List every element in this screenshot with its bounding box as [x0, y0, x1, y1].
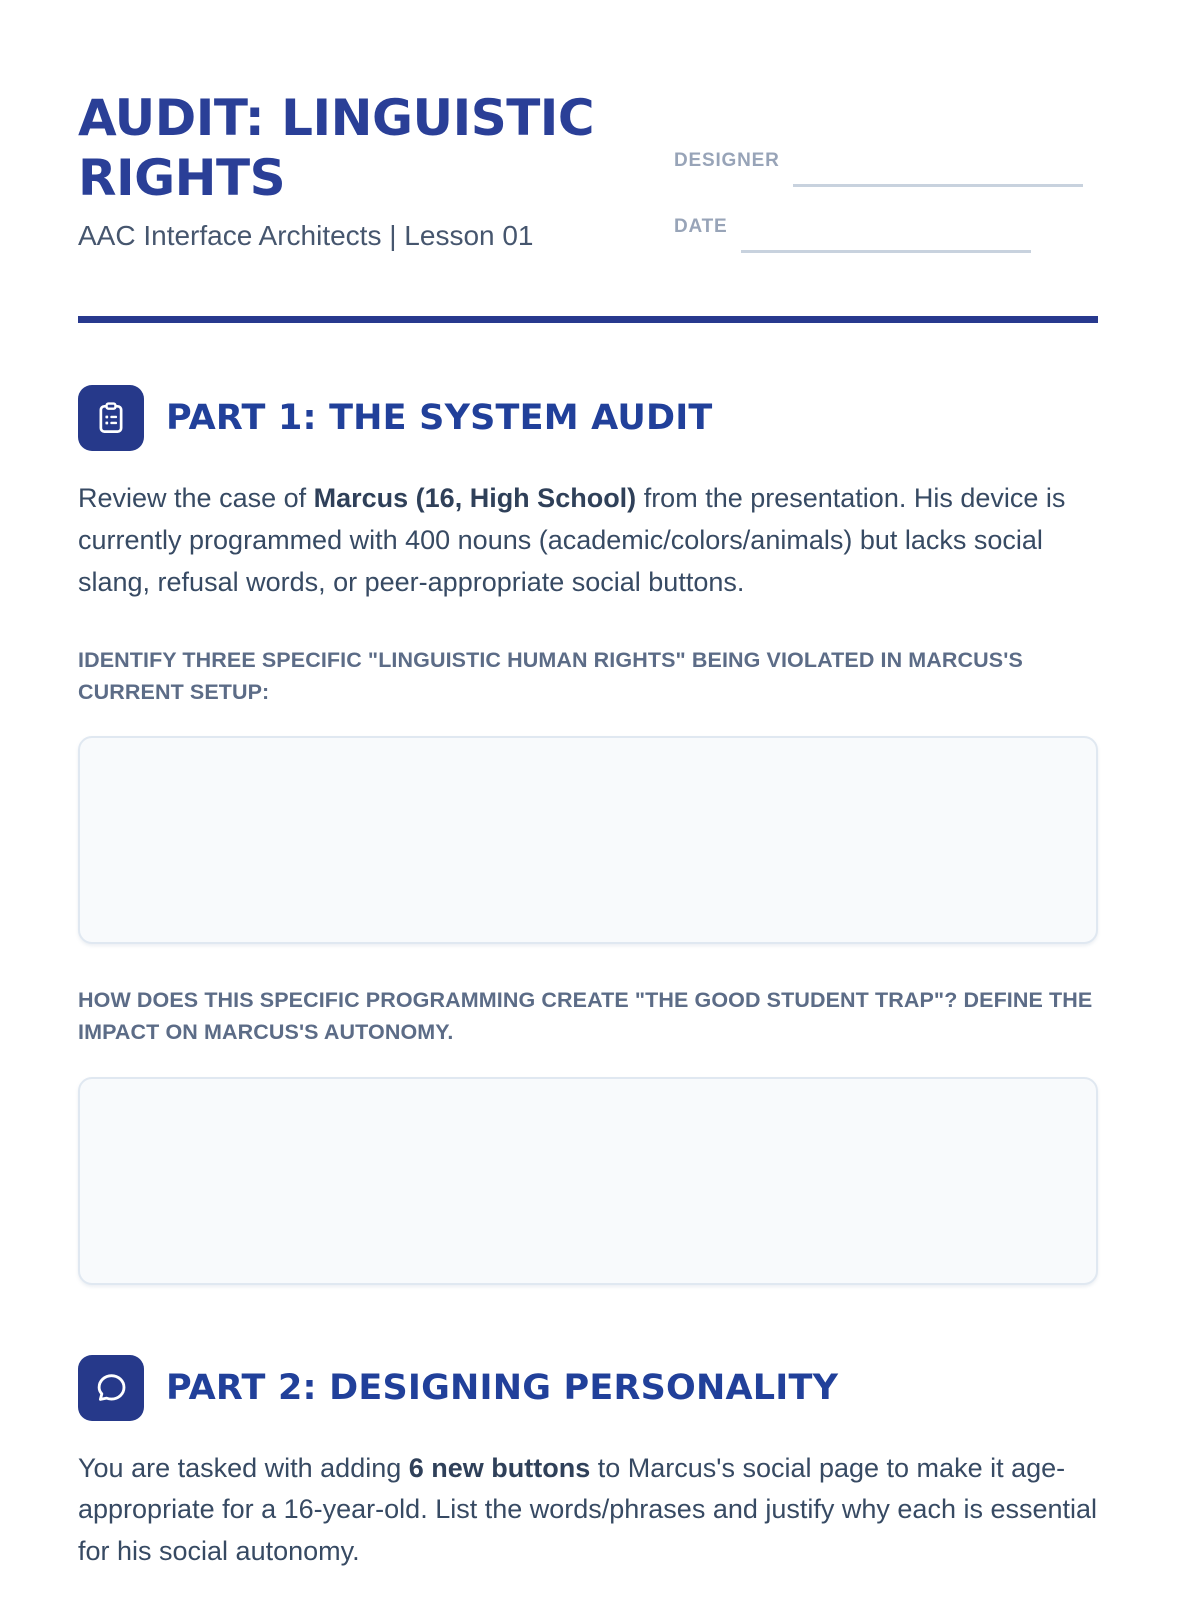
designer-field-row	[674, 150, 1098, 187]
part1-title: PART 1: THE SYSTEM AUDIT	[166, 398, 713, 438]
designer-write-line[interactable]	[793, 184, 1083, 187]
part2-intro-bold: 6 new buttons	[408, 1452, 591, 1483]
part2-intro-post: to Marcus's social page to make it age-appropriate for a 16-year-old. List the words/phrases and justify why each is essential for his social autonomy.	[78, 1452, 1098, 1567]
date-label: DATE	[674, 216, 728, 237]
designer-label: DESIGNER	[674, 150, 780, 171]
header-divider	[78, 316, 1098, 323]
part2-icon-box	[78, 1355, 144, 1421]
part2-intro-pre: You are tasked with adding	[78, 1452, 409, 1483]
page-subtitle: AAC Interface Architects | Lesson 01	[78, 220, 534, 251]
chat-bubble-icon	[92, 1369, 130, 1407]
part1-icon-box	[78, 385, 144, 451]
part1-question-1: IDENTIFY THREE SPECIFIC "LINGUISTIC HUMAN RIGHTS" BEING VIOLATED IN MARCUS'S CURRENT SETUP:	[78, 647, 1023, 704]
header	[78, 88, 1098, 282]
header-fields	[674, 88, 1098, 282]
page-title	[78, 88, 670, 208]
part1-intro-bold: Marcus (16, High School)	[313, 483, 637, 513]
date-field-row	[674, 216, 1098, 253]
answer-box-1[interactable]	[78, 736, 1098, 944]
title-block	[78, 88, 670, 282]
part1-intro	[78, 478, 1098, 604]
date-write-line[interactable]	[741, 250, 1031, 253]
clipboard-icon	[92, 399, 130, 437]
part1-header	[78, 385, 1098, 451]
page-title-line1: AUDIT: LINGUISTIC	[78, 89, 595, 147]
part2-header	[78, 1355, 1098, 1421]
answer-box-2[interactable]	[78, 1077, 1098, 1285]
part1-intro-post: from the presentation. His device is currently programmed with 400 nouns (academic/colors/animals) but lacks social slang, refusal words, or peer-appropriate social buttons.	[78, 483, 1066, 597]
part2-intro	[78, 1448, 1098, 1574]
part2-title: PART 2: DESIGNING PERSONALITY	[166, 1367, 839, 1408]
part1-intro-pre: Review the case of	[78, 483, 314, 513]
page-title-line2: RIGHTS	[78, 149, 286, 207]
part1-question-2: HOW DOES THIS SPECIFIC PROGRAMMING CREATE "THE GOOD STUDENT TRAP"? DEFINE THE IMPACT ON MARCUS'S AUTONOMY.	[78, 988, 1093, 1045]
